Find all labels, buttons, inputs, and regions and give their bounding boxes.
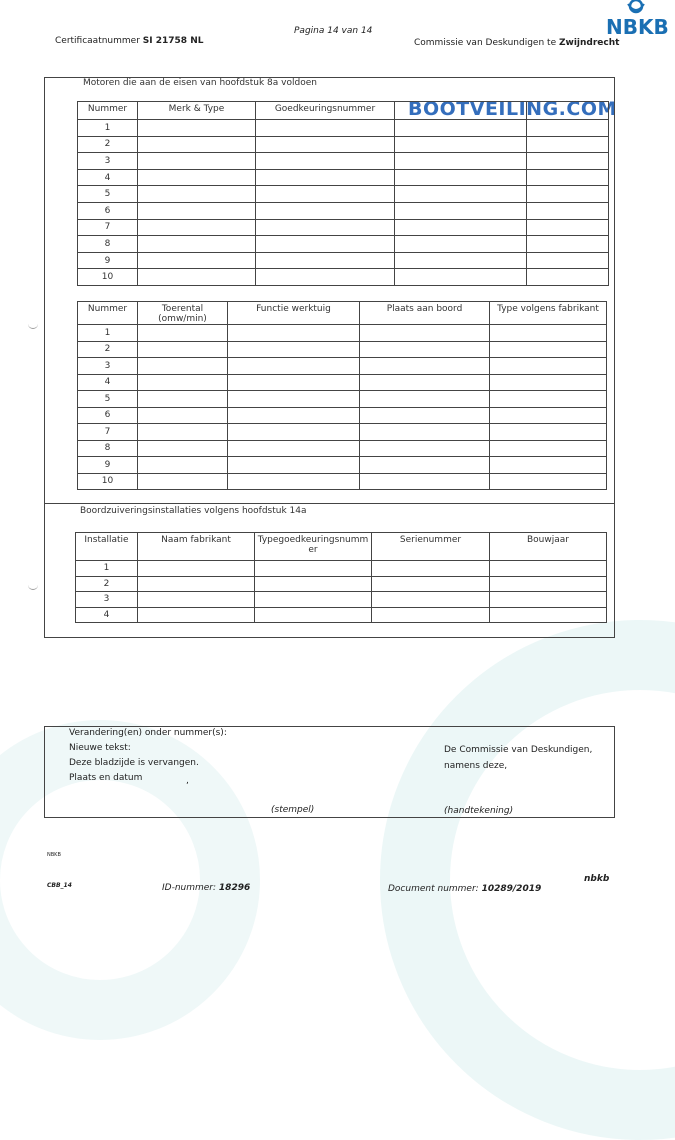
col-header: Serienummer	[372, 533, 490, 561]
footer-id	[162, 883, 250, 893]
row-number: 10	[78, 473, 138, 490]
page-indicator: Pagina 14 van 14	[294, 26, 373, 36]
changes-line: Nieuwe tekst:	[69, 743, 131, 753]
doc-label: Document nummer:	[388, 884, 479, 894]
col-header: Functie werktuig	[228, 302, 360, 325]
footer-brand: nbkb	[584, 874, 610, 884]
commission-signoff: De Commissie van Deskundigen,	[444, 745, 593, 755]
col-header	[395, 102, 527, 120]
certificate-number	[55, 36, 203, 46]
commission-label: Commissie van Deskundigen te	[414, 38, 557, 48]
footer-document-number	[388, 884, 541, 894]
place-date-label: Plaats en datum	[69, 773, 143, 783]
punch-mark	[28, 322, 38, 329]
table-row	[78, 440, 607, 457]
changes-frame	[44, 726, 615, 818]
table-row	[78, 219, 609, 236]
commission-place: Zwijndrecht	[558, 38, 620, 48]
footer-small-logo: NBKB	[47, 852, 61, 858]
col-header: Type volgens fabrikant	[490, 302, 607, 325]
row-number: 2	[78, 341, 138, 358]
cert-value: SI 21758 NL	[142, 36, 204, 46]
id-value: 18296	[218, 883, 251, 893]
table-row	[78, 358, 607, 375]
logo-text: NBKB	[606, 15, 669, 39]
id-label: ID-nummer:	[162, 883, 217, 893]
motors-section-title: Motoren die aan de eisen van hoofdstuk 8a voldoen	[83, 78, 317, 88]
row-number: 5	[78, 391, 138, 408]
watermark-text: BOOTVEILING.COM	[408, 98, 617, 120]
col-header: Bouwjaar	[490, 533, 607, 561]
commission-header	[414, 38, 619, 48]
installations-section-title: Boordzuiveringsinstallaties volgens hoofdstuk 14a	[80, 506, 307, 516]
row-number: 1	[78, 325, 138, 342]
row-number: 5	[78, 186, 138, 203]
row-number: 2	[76, 576, 138, 592]
row-number: 3	[76, 592, 138, 608]
row-number: 9	[78, 457, 138, 474]
row-number: 6	[78, 202, 138, 219]
table-row	[78, 341, 607, 358]
row-number: 3	[78, 153, 138, 170]
background-watermark-arc	[380, 620, 675, 1140]
row-number: 4	[76, 607, 138, 623]
col-header: Typegoedkeuringsnummer	[255, 533, 372, 561]
row-number: 7	[78, 219, 138, 236]
table-row	[78, 236, 609, 253]
table-row	[76, 561, 607, 577]
col-header: Toerental (omw/min)	[138, 302, 228, 325]
row-number: 9	[78, 252, 138, 269]
row-number: 8	[78, 236, 138, 253]
table-header-row	[78, 102, 609, 120]
motors-table	[77, 101, 609, 286]
row-number: 4	[78, 374, 138, 391]
col-header: Merk & Type	[138, 102, 256, 120]
doc-value: 10289/2019	[481, 884, 542, 894]
col-header: Goedkeuringsnummer	[256, 102, 395, 120]
table-row	[76, 576, 607, 592]
changes-line: Verandering(en) onder nummer(s):	[69, 728, 227, 738]
col-header: Nummer	[78, 102, 138, 120]
table-row	[78, 325, 607, 342]
table-row	[78, 473, 607, 490]
table-header-row	[78, 302, 607, 325]
engine-functions-table	[77, 301, 607, 490]
table-row	[78, 269, 609, 286]
table-row	[78, 186, 609, 203]
table-row	[78, 457, 607, 474]
punch-mark	[28, 583, 38, 590]
col-header: Installatie	[76, 533, 138, 561]
col-header: Naam fabrikant	[138, 533, 255, 561]
signature-label: (handtekening)	[444, 806, 514, 816]
changes-line: Deze bladzijde is vervangen.	[69, 758, 199, 768]
commission-signoff-2: namens deze,	[444, 761, 508, 771]
table-row	[78, 374, 607, 391]
row-number: 1	[76, 561, 138, 577]
table-row	[78, 424, 607, 441]
row-number: 4	[78, 169, 138, 186]
col-header	[527, 102, 609, 120]
row-number: 3	[78, 358, 138, 375]
table-row	[78, 169, 609, 186]
table-row	[78, 252, 609, 269]
row-number: 6	[78, 407, 138, 424]
footer-code: CBB_14	[47, 882, 72, 889]
installations-table	[75, 532, 607, 623]
row-number: 1	[78, 120, 138, 137]
table-row	[78, 391, 607, 408]
col-header: Nummer	[78, 302, 138, 325]
table-row	[78, 153, 609, 170]
place-date-comma: ,	[186, 776, 189, 786]
table-row	[76, 607, 607, 623]
table-row	[76, 592, 607, 608]
cert-label: Certificaatnummer	[55, 36, 140, 46]
table-row	[78, 136, 609, 153]
section-divider	[45, 503, 614, 504]
table-row	[78, 120, 609, 137]
table-row	[78, 202, 609, 219]
stamp-label: (stempel)	[271, 805, 315, 815]
row-number: 2	[78, 136, 138, 153]
row-number: 8	[78, 440, 138, 457]
col-header: Plaats aan boord	[360, 302, 490, 325]
row-number: 10	[78, 269, 138, 286]
table-row	[78, 407, 607, 424]
table-header-row	[76, 533, 607, 561]
row-number: 7	[78, 424, 138, 441]
